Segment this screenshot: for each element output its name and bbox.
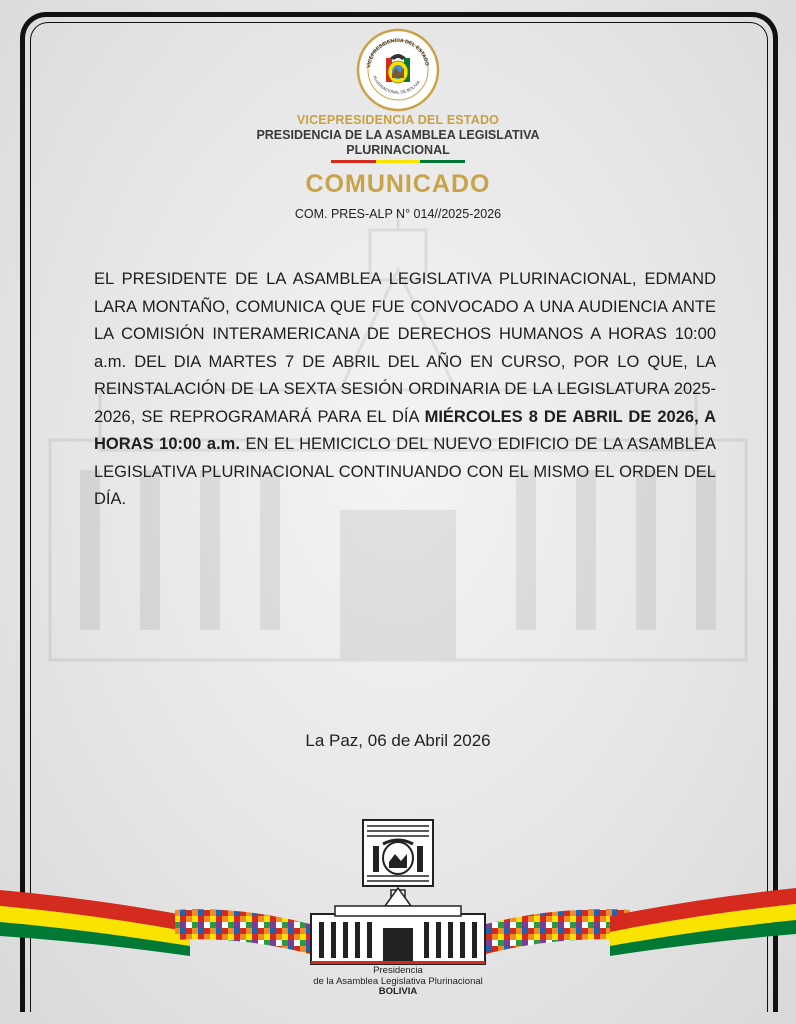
body-text-bold: MIÉRCOLES 8 DE ABRIL DE 2026, A HORAS 10:00 a.m. [94,407,716,453]
communique-body [94,266,716,514]
footer-institution-name [300,966,496,998]
body-text-part2: EN EL HEMICICLO DEL NUEVO EDIFICIO DE LA ASAMBLEA LEGISLATIVA PLURINACIONAL CONTINUANDO CON EL MISMO EL ORDEN DEL DÍA. [94,435,716,508]
communique-number: COM. PRES-ALP N° 014//2025-2026 [294,207,502,221]
flag-divider-line [331,160,465,163]
presidencia-heading-line2: PLURINACIONAL [346,143,450,157]
place-and-date: La Paz, 06 de Abril 2026 [305,731,491,750]
body-text-part1: EL PRESIDENTE DE LA ASAMBLEA LEGISLATIVA PLURINACIONAL, EDMAND LARA MONTAÑO, COMUNICA QUE FUE CONVOCADO A UNA AUDIENCIA ANTE LA COMISIÓN INTERAMERICANA DE DERECHOS HUMANOS A HORAS 10:00 a.m. DEL DIA MARTES 7 DE ABRIL DEL AÑO EN CURSO, POR LO QUE, LA REINSTALACIÓN DE LA SEXTA SESIÓN ORDINARIA DE LA LEGISLATURA 2025-2026, SE REPROGRAMARÁ PARA EL DÍA [94,270,716,426]
asamblea-building-emblem [305,818,491,968]
footer-line3: BOLIVIA [378,986,418,997]
presidencia-heading-line1: PRESIDENCIA DE LA ASAMBLEA LEGISLATIVA [256,128,540,142]
vicepresidencia-seal-logo [356,28,440,112]
footer-line1: Presidencia [373,965,423,976]
presidencia-heading [0,128,796,158]
vicepresidencia-heading: VICEPRESIDENCIA DEL ESTADO [296,113,500,127]
footer-line2: de la Asamblea Legislativa Plurinacional [313,975,483,987]
comunicado-title: COMUNICADO [305,170,491,198]
svg-text:PLURINACIONAL DE BOLIVIA: PLURINACIONAL DE BOLIVIA [371,74,422,95]
svg-text:VICEPRESIDENCIA DEL ESTADO: VICEPRESIDENCIA DEL ESTADO [366,37,430,69]
